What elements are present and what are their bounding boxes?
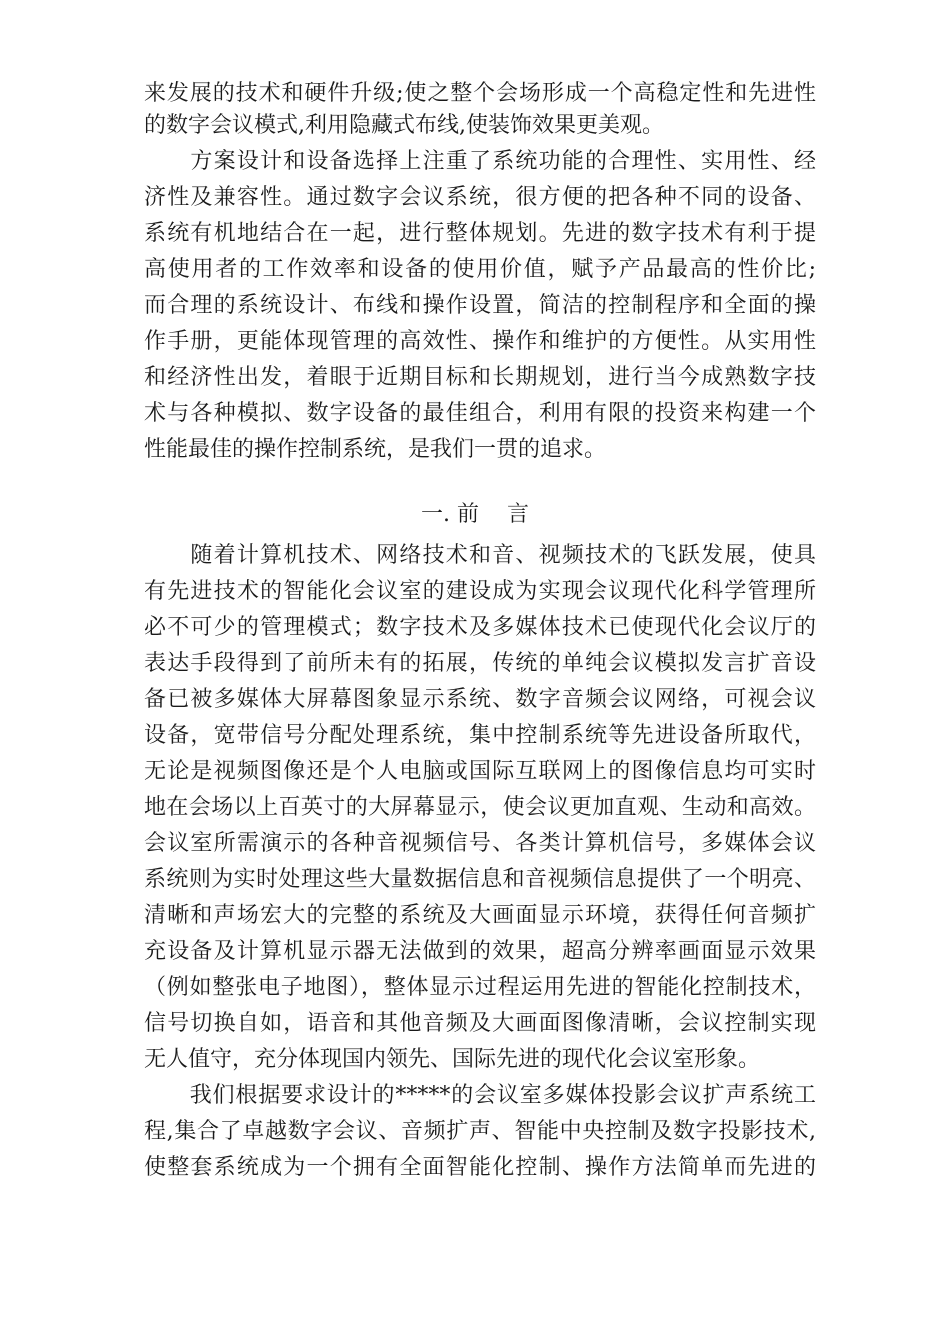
text-line: 高使用者的工作效率和设备的使用价值，赋予产品最高的性价比; xyxy=(144,257,816,282)
text-line: 无论是视频图像还是个人电脑或国际互联网上的图像信息均可实时 xyxy=(144,759,816,784)
text-line: 作手册，更能体现管理的高效性、操作和维护的方便性。从实用性 xyxy=(144,329,816,354)
text-line: 必不可少的管理模式；数字技术及多媒体技术已使现代化会议厅的 xyxy=(144,615,816,640)
text-line: 表达手段得到了前所未有的拓展，传统的单纯会议模拟发言扩音设 xyxy=(144,651,816,676)
text-line: 的数字会议模式,利用隐藏式布线,使装饰效果更美观。 xyxy=(144,113,664,138)
text-line: 术与各种模拟、数字设备的最佳组合，利用有限的投资来构建一个 xyxy=(144,401,816,426)
text-line: 随着计算机技术、网络技术和音、视频技术的飞跃发展，使具 xyxy=(144,543,816,568)
text-line: 程,集合了卓越数字会议、音频扩声、智能中央控制及数字投影技术, xyxy=(144,1119,816,1144)
section-heading: 一. 前 言 xyxy=(421,502,529,527)
text-line: 清晰和声场宏大的完整的系统及大画面显示环境，获得任何音频扩 xyxy=(144,903,816,928)
text-line: 而合理的系统设计、布线和操作设置，简洁的控制程序和全面的操 xyxy=(144,293,816,318)
text-line: （例如整张电子地图），整体显示过程运用先进的智能化控制技术， xyxy=(144,975,816,1000)
text-line: 会议室所需演示的各种音视频信号、各类计算机信号，多媒体会议 xyxy=(144,831,816,856)
text-line: 我们根据要求设计的*****的会议室多媒体投影会议扩声系统工 xyxy=(144,1083,816,1108)
text-line: 济性及兼容性。通过数字会议系统，很方便的把各种不同的设备、 xyxy=(144,185,816,210)
text-line: 使整套系统成为一个拥有全面智能化控制、操作方法简单而先进的 xyxy=(144,1155,816,1180)
text-line: 有先进技术的智能化会议室的建设成为实现会议现代化科学管理所 xyxy=(144,579,816,604)
text-line: 充设备及计算机显示器无法做到的效果，超高分辨率画面显示效果 xyxy=(144,939,816,964)
text-line: 备已被多媒体大屏幕图象显示系统、数字音频会议网络，可视会议 xyxy=(144,687,816,712)
text-line: 系统有机地结合在一起，进行整体规划。先进的数字技术有利于提 xyxy=(144,221,816,246)
text-line: 和经济性出发，着眼于近期目标和长期规划，进行当今成熟数字技 xyxy=(144,365,816,390)
text-line: 方案设计和设备选择上注重了系统功能的合理性、实用性、经 xyxy=(144,149,816,174)
text-line: 无人值守，充分体现国内领先、国际先进的现代化会议室形象。 xyxy=(144,1047,761,1072)
text-line: 系统则为实时处理这些大量数据信息和音视频信息提供了一个明亮、 xyxy=(144,867,816,892)
text-line: 来发展的技术和硬件升级;使之整个会场形成一个高稳定性和先进性 xyxy=(144,81,816,106)
text-line: 性能最佳的操作控制系统，是我们一贯的追求。 xyxy=(144,437,607,462)
text-line: 信号切换自如，语音和其他音频及大画面图像清晰，会议控制实现 xyxy=(144,1011,816,1036)
text-line: 地在会场以上百英寸的大屏幕显示，使会议更加直观、生动和高效。 xyxy=(144,795,816,820)
text-line: 设备，宽带信号分配处理系统，集中控制系统等先进设备所取代， xyxy=(144,723,816,748)
